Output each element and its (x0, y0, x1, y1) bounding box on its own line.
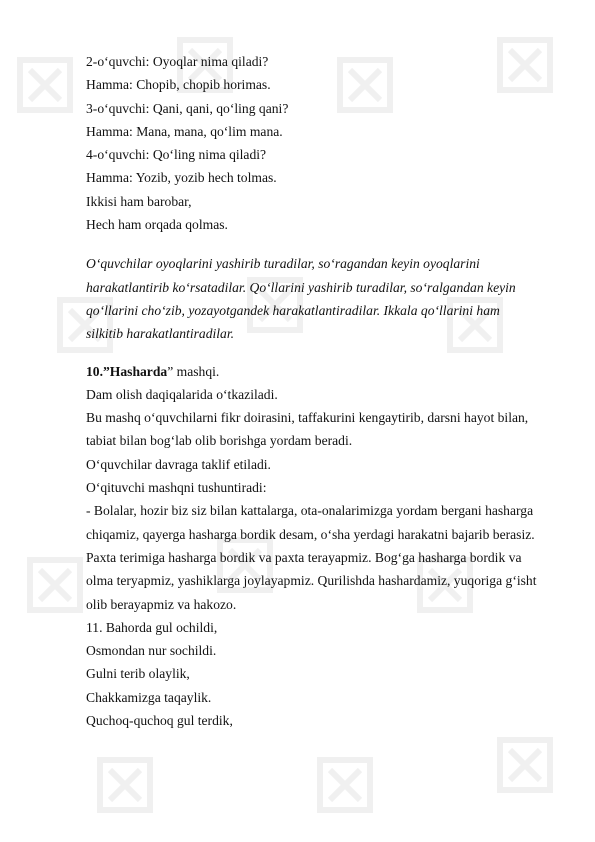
exercise-heading (86, 360, 556, 383)
poem-line: Chakkamizga taqaylik. (86, 689, 212, 705)
dialogue-line: 4-o‘quvchi: Qo‘ling nima qiladi? (86, 147, 267, 163)
poem-line: Osmondan nur sochildi. (86, 643, 217, 659)
dialogue-line: Ikkisi ham barobar, (86, 193, 192, 209)
exercise-line: tabiat bilan bog‘lab olib borishga yordam beradi. (86, 433, 353, 449)
poem-line: 11. Bahorda gul ochildi, (86, 619, 218, 635)
exercise-line: O‘quvchilar davraga taklif etiladi. (86, 456, 271, 472)
dialogue-line: 2-o‘quvchi: Oyoqlar nima qiladi? (86, 54, 269, 69)
document-page (86, 50, 556, 732)
dialogue-line: 3-o‘quvchi: Qani, qani, qo‘ling qani? (86, 100, 289, 116)
exercise-line: - Bolalar, hozir biz siz bilan kattalarga, ota-onalarimizga yordam bergani hasharga (86, 503, 534, 519)
exercise-line: chiqamiz, qayerga hasharga bordik desam, o‘sha yerdagi harakatni bajarib berasiz. (86, 526, 535, 542)
exercise-number: 10 (86, 363, 100, 379)
exercise-line: olma teryapmiz, yashiklarga joylayapmiz. Qurilishda hashardamiz, yuqoriga g‘isht (86, 573, 537, 589)
poem-block (86, 616, 556, 732)
exercise-block (86, 360, 556, 616)
instruction-paragraph (86, 252, 556, 345)
exercise-line: Bu mashq o‘quvchilarni fikr doirasini, taffakurini kengaytirib, darsni hayot bilan, (86, 410, 529, 426)
exercise-title: .”Hasharda (99, 363, 168, 379)
poem-line: Quchoq-quchoq gul terdik, (86, 713, 233, 729)
instruction-line: O‘quvchilar oyoqlarini yashirib turadilar, so‘ragandan keyin oyoqlarini (86, 256, 480, 272)
dialogue-line: Hamma: Chopib, chopib horimas. (86, 77, 271, 93)
dialogue-line: Hamma: Yozib, yozib hech tolmas. (86, 170, 277, 186)
dialogue-line: Hamma: Mana, mana, qo‘lim mana. (86, 123, 283, 139)
exercise-line: olib berayapmiz va hakozo. (86, 596, 237, 612)
instruction-line: harakatlantirib ko‘rsatadilar. Qo‘llarini yashirib turadilar, so‘ralgandan keyin (86, 279, 516, 295)
instruction-line: qo‘llarini cho‘zib, yozayotgandek harakatlantiradilar. Ikkala qo‘llarini ham (86, 302, 500, 318)
instruction-line: silkitib harakatlantiradilar. (86, 326, 235, 342)
exercise-line: O‘qituvchi mashqni tushuntiradi: (86, 480, 267, 496)
exercise-line: Dam olish daqiqalarida o‘tkaziladi. (86, 386, 278, 402)
poem-line: Gulni terib olaylik, (86, 666, 190, 682)
exercise-line: Paxta terimiga hasharga bordik va paxta terayapmiz. Bog‘ga hasharga bordik va (86, 549, 522, 565)
dialogue-block (86, 50, 556, 236)
dialogue-line: Hech ham orqada qolmas. (86, 217, 228, 233)
exercise-title-suffix: ” mashqi. (167, 363, 220, 379)
